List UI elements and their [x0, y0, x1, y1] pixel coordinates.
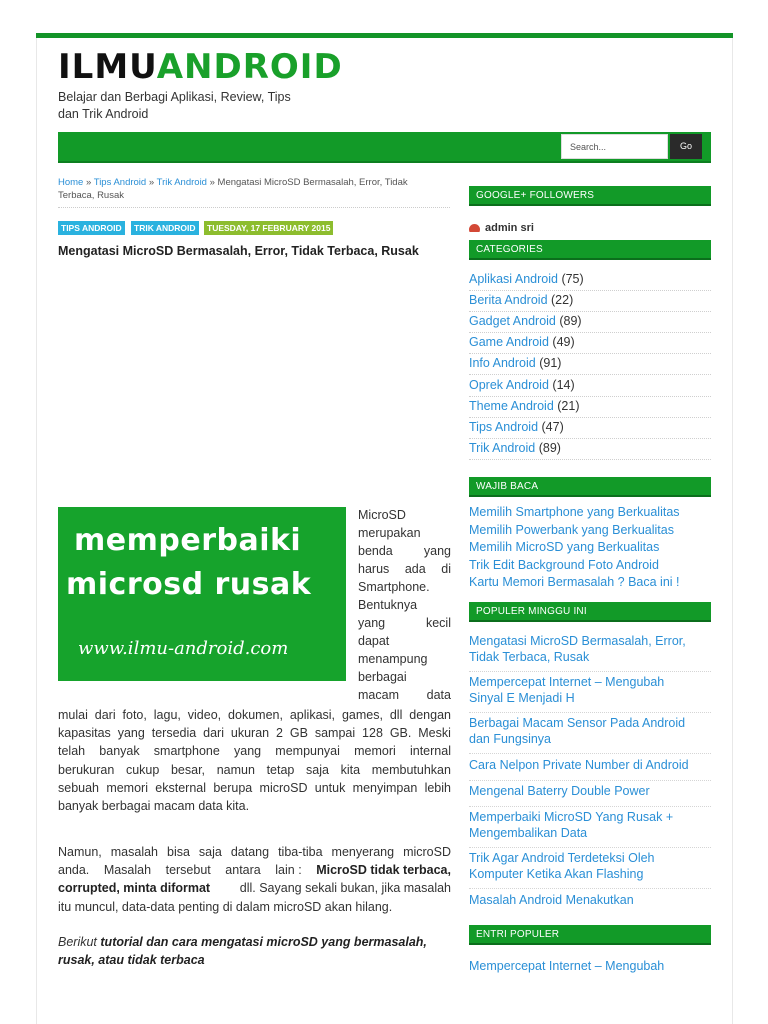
category-item[interactable] [469, 376, 711, 397]
float-text-line [358, 560, 451, 578]
populer-post-link[interactable] [469, 758, 711, 781]
word: Smartphone. [358, 580, 430, 594]
word: ukuran [230, 726, 270, 741]
populer-post-link[interactable] [469, 810, 711, 848]
paragraph-line [58, 761, 451, 779]
category-link[interactable]: Gadget Android [469, 314, 556, 329]
top-accent-bar [36, 33, 733, 38]
category-item[interactable] [469, 397, 711, 418]
populer-post-title-line: Berbagai Macam Sensor Pada Android [469, 716, 686, 730]
word: yang [358, 616, 386, 630]
breadcrumb-separator: » [148, 177, 155, 188]
populer-post-link[interactable] [469, 784, 711, 807]
word: untuk [314, 780, 346, 795]
category-item[interactable] [469, 291, 711, 312]
populer-post-title-line: Mengatasi MicroSD Bermasalah, Error, [469, 634, 686, 648]
word: membutuhkan [371, 762, 451, 777]
site-tagline: Belajar dan Berbagi Aplikasi, Review, Tips dan Trik Android [58, 90, 291, 121]
populer-post-title-line: Komputer Ketika Akan Flashing [469, 866, 644, 881]
word: memori [106, 780, 148, 795]
word: sampai [314, 726, 356, 741]
post-title: Mengatasi MicroSD Bermasalah, Error, Tidak Terbaca, Rusak [58, 244, 419, 258]
paragraph-2-line-1 [58, 843, 451, 861]
float-text-line [358, 686, 451, 704]
word: tiba-tiba [278, 845, 323, 859]
word: dll [389, 708, 403, 722]
word: dengan [409, 708, 451, 722]
word: menyerang [331, 845, 395, 859]
widget-header-google-followers: GOOGLE+ FOLLOWERS [469, 186, 711, 206]
word: dokumen, [228, 708, 283, 722]
tag-tips-android[interactable]: TIPS ANDROID [58, 221, 125, 235]
breadcrumb-trik-android[interactable]: Trik Android [156, 177, 207, 188]
bold-keywords: corrupted, minta diformat [58, 881, 211, 896]
populer-post-title-line: Trik Agar Android Terdeteksi Oleh [469, 851, 655, 865]
logo-part-1: ILMU [58, 47, 157, 87]
word: masalah [110, 845, 159, 859]
populer-post-link[interactable] [469, 893, 711, 915]
post-date-badge: TUESDAY, 17 FEBRUARY 2015 [204, 221, 333, 235]
category-count: (14) [552, 377, 575, 392]
word: smartphone [153, 744, 220, 759]
populer-post-link[interactable] [469, 716, 711, 754]
float-text-line [358, 614, 451, 632]
word: dari [203, 726, 224, 741]
word: mulai [58, 708, 88, 722]
entri-populer-item[interactable]: Mempercepat Internet – Mengubah [469, 959, 665, 973]
word: berbagai [358, 670, 407, 684]
word: lebih [424, 780, 451, 795]
word: yang [423, 544, 451, 558]
category-count: (22) [551, 293, 574, 308]
category-link[interactable]: Info Android [469, 356, 536, 371]
word: besar, [170, 762, 206, 777]
paragraph-2-line-2: anda. Masalah tersebut antara lain : MicroSD tidak terbaca, [58, 861, 451, 879]
word: ada [404, 562, 426, 576]
word: data [426, 688, 451, 702]
float-text-line [358, 668, 451, 686]
populer-post-title-line: Cara Nelpon Private Number di Android [469, 758, 689, 772]
follower-name: admin sri [485, 222, 534, 232]
category-link[interactable]: Aplikasi Android [469, 272, 558, 286]
populer-post-title-line: Mempercepat Internet – Mengubah [469, 675, 665, 689]
word: telah [58, 744, 86, 759]
float-text-line [358, 650, 451, 668]
category-count: (21) [557, 398, 580, 413]
category-count: (91) [539, 356, 562, 371]
word: internal [409, 744, 451, 759]
word: 2 [276, 726, 283, 741]
widget-header-categories: CATEGORIES [469, 240, 711, 260]
breadcrumb-current-cont: Terbaca, Rusak [58, 189, 125, 201]
nav-disclaimer[interactable]: DISCLAIMER [237, 8, 311, 20]
breadcrumb-separator: » [209, 177, 215, 188]
widget-header-populer-minggu-ini: POPULER MINGGU INI [469, 602, 711, 622]
paragraph-1-float-text [358, 506, 451, 704]
bold-keywords: MicroSD tidak terbaca, [316, 863, 451, 878]
paragraph-2-line-4: itu muncul, data-data penting di dalam microSD akan hilang. [58, 899, 393, 914]
word: saja [198, 845, 222, 859]
category-item[interactable] [469, 270, 711, 291]
word: memori [354, 744, 396, 759]
breadcrumb-tips-android[interactable]: Tips Android [93, 177, 147, 188]
float-text-line [358, 506, 451, 524]
float-text-line [358, 524, 451, 542]
word: GB. [389, 726, 412, 741]
google-follower-entry[interactable] [469, 222, 589, 232]
paragraph-3: Berikut tutorial dan cara mengatasi microSD yang bermasalah, rusak, atau tidak terbaca [58, 935, 427, 968]
search-input[interactable]: Search... [561, 134, 668, 159]
page-border-right [732, 38, 733, 1024]
word: menyimpan [352, 780, 418, 795]
word: 128 [362, 726, 383, 741]
image-watermark-url: www.ilmu-android.com [78, 638, 289, 659]
category-count: (89) [559, 314, 582, 329]
image-text-line-2: microsd rusak [66, 567, 312, 602]
word: tersedia [151, 726, 197, 741]
word: bisa [167, 845, 190, 859]
word: merupakan [358, 526, 421, 540]
breadcrumb-separator: » [85, 177, 92, 188]
category-count: (49) [552, 335, 575, 350]
category-link[interactable]: Theme Android [469, 398, 554, 413]
category-link[interactable]: Oprek Android [469, 377, 549, 392]
category-item[interactable] [469, 439, 711, 460]
nav-sitemap[interactable]: SITEMAP [327, 8, 380, 20]
paragraph-2 [58, 843, 451, 916]
word: yang [234, 744, 262, 759]
category-item[interactable] [469, 333, 711, 354]
word: microSD [259, 780, 308, 795]
category-link[interactable]: Game Android [469, 335, 549, 350]
word: datang [230, 845, 270, 859]
paragraph-line [58, 706, 451, 724]
category-count: (47) [541, 419, 564, 434]
word: microSD [403, 845, 451, 859]
wajib-baca-link[interactable]: Memilih MicroSD yang Berkualitas [469, 540, 660, 555]
widget-header-wajib-baca: WAJIB BACA [469, 477, 711, 497]
float-text-line [358, 632, 451, 650]
word: kapasitas [58, 726, 111, 741]
category-item[interactable] [469, 418, 711, 439]
populer-post-link[interactable] [469, 675, 711, 713]
image-text-line-1: memperbaiki [74, 523, 302, 558]
word: berupa [213, 780, 253, 795]
word: GB [289, 726, 308, 741]
paragraph-1 [58, 706, 451, 815]
nav-home[interactable]: HOME [66, 8, 102, 20]
word: saja [306, 762, 329, 777]
word: Namun, [58, 845, 102, 859]
page-border-left [36, 38, 37, 1024]
category-link[interactable]: Tips Android [469, 419, 539, 434]
wajib-baca-link[interactable]: Kartu Memori Bermasalah ? Baca ini ! [469, 575, 680, 590]
word: namun [216, 762, 255, 777]
word: dapat [358, 634, 390, 648]
logo-part-2: ANDROID [156, 47, 343, 87]
populer-post-link[interactable] [469, 851, 711, 889]
word: sebuah [58, 780, 100, 795]
word: lagu, [153, 708, 181, 722]
float-text-line [358, 596, 451, 614]
word: yang [117, 726, 145, 741]
word: Meski [418, 726, 451, 741]
populer-post-title-line: dan Fungsinya [469, 731, 552, 746]
paragraph-line [58, 742, 451, 760]
paragraph-line [58, 724, 451, 742]
word: berukuran [58, 762, 115, 777]
word: benda [358, 544, 393, 558]
word: games, [341, 708, 383, 722]
site-logo[interactable] [58, 47, 343, 87]
float-text-line [358, 542, 451, 560]
word: harus [358, 562, 390, 576]
populer-post-title-line: Mengenal Baterry Double Power [469, 784, 650, 798]
breadcrumb-current: Mengatasi MicroSD Bermasalah, Error, Tidak [217, 177, 408, 188]
breadcrumb-divider [58, 207, 450, 208]
post-featured-image [58, 507, 346, 681]
paragraph-2-line-3: corrupted, minta diformat dll. Sayang sekali bukan, jika masalah [58, 879, 451, 897]
word: eksternal [155, 780, 207, 795]
word: tetap [266, 762, 295, 777]
populer-post-title-line: Sinyal E Menjadi H [469, 690, 575, 705]
category-item[interactable] [469, 354, 711, 375]
category-link[interactable]: Trik Android [469, 440, 536, 455]
search-go-button[interactable]: Go [670, 134, 702, 159]
paragraph-line [58, 779, 451, 797]
word: cukup [125, 762, 160, 777]
word: Bentuknya [358, 598, 418, 612]
word: kecil [425, 616, 451, 630]
category-count: (89) [538, 440, 561, 455]
word: MicroSD [358, 508, 406, 522]
nav-privacy-policy[interactable]: PRIVACY POLICY [120, 8, 219, 20]
word: video, [187, 708, 222, 722]
populer-post-title-line: Memperbaiki MicroSD Yang Rusak + [469, 810, 674, 824]
widget-header-entri-populer: ENTRI POPULER [469, 925, 711, 945]
nav-contact-us[interactable]: CONTACT US [398, 8, 475, 20]
google-plus-icon [469, 224, 480, 232]
word: menampung [358, 652, 428, 666]
category-item[interactable] [469, 312, 711, 333]
populer-post-title-line: Mengembalikan Data [469, 825, 588, 840]
float-text-line [358, 578, 451, 596]
word: macam [358, 688, 399, 702]
wajib-baca-link[interactable]: Memilih Smartphone yang Berkualitas [469, 505, 680, 519]
word: dari [94, 708, 116, 722]
word: mempunyai [275, 744, 340, 759]
populer-post-title-line: Tidak Terbaca, Rusak [469, 649, 590, 664]
category-count: (75) [561, 272, 584, 286]
populer-post-title-line: Masalah Android Menakutkan [469, 893, 634, 907]
tag-trik-android[interactable]: TRIK ANDROID [131, 221, 199, 235]
word: di [441, 562, 451, 576]
category-link[interactable]: Berita Android [469, 293, 548, 308]
wajib-baca-link[interactable]: Trik Edit Background Foto Android [469, 557, 659, 572]
breadcrumb [58, 177, 450, 202]
word: aplikasi, [289, 708, 336, 722]
breadcrumb-home[interactable]: Home [58, 177, 84, 188]
populer-post-link[interactable] [469, 634, 711, 672]
word: banyak [99, 744, 140, 759]
word: kita [340, 762, 361, 777]
paragraph-line: banyak berbagai macam data kita. [58, 798, 250, 813]
word: foto, [122, 708, 147, 722]
wajib-baca-link[interactable]: Memilih Powerbank yang Berkualitas [469, 522, 674, 537]
